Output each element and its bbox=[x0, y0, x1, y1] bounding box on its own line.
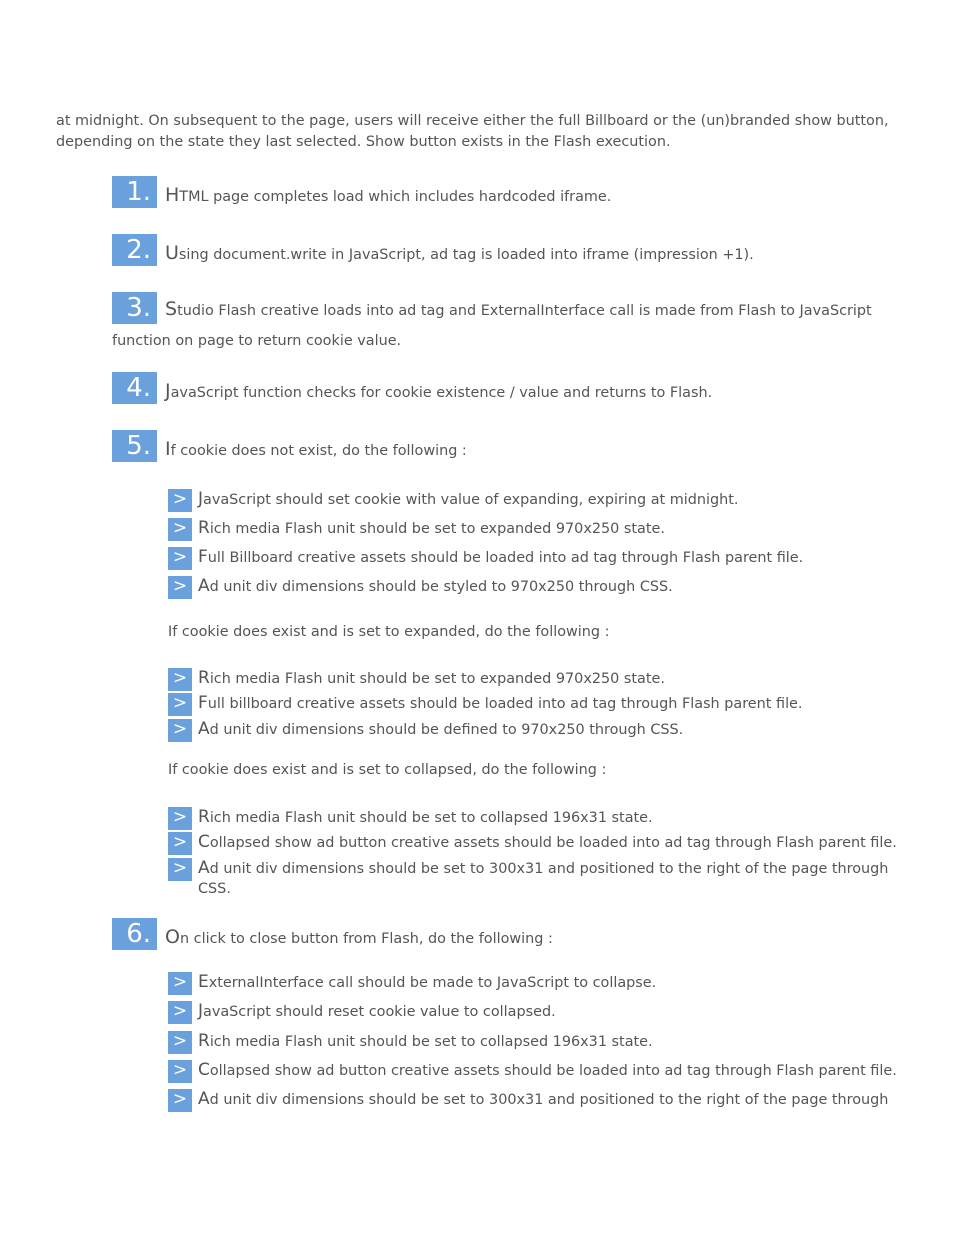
sub-heading-expanded: If cookie does exist and is set to expanded, do the following : bbox=[168, 624, 610, 640]
step-number-badge: 2. bbox=[112, 234, 157, 266]
arrow-icon: > bbox=[168, 807, 192, 830]
list-item: > ExternalInterface call should be made to JavaScript to collapse. bbox=[168, 972, 656, 992]
step-text: Studio Flash creative loads into ad tag and ExternalInterface call is made from Flash to JavaScript function on page to return cookie value. bbox=[112, 298, 872, 349]
list-item: > Rich media Flash unit should be set to expanded 970x250 state. bbox=[168, 518, 665, 538]
step-2 bbox=[112, 234, 882, 266]
list-item: > Rich media Flash unit should be set to collapsed 196x31 state. bbox=[168, 1031, 653, 1051]
list-item: > Full billboard creative assets should be loaded into ad tag through Flash parent file. bbox=[168, 693, 803, 713]
arrow-icon: > bbox=[168, 518, 192, 541]
arrow-icon: > bbox=[168, 972, 192, 995]
list-item: > Rich media Flash unit should be set to expanded 970x250 state. bbox=[168, 668, 665, 688]
step-6 bbox=[112, 918, 882, 950]
arrow-icon: > bbox=[168, 489, 192, 512]
list-item: > Ad unit div dimensions should be set to 300x31 and positioned to the right of the page through bbox=[168, 1089, 888, 1109]
list-item: > Ad unit div dimensions should be set to 300x31 and positioned to the right of the page through CSS. bbox=[168, 858, 898, 899]
arrow-icon: > bbox=[168, 547, 192, 570]
list-item: > JavaScript should reset cookie value to collapsed. bbox=[168, 1001, 556, 1021]
step-text: HTML page completes load which includes hardcoded iframe. bbox=[165, 184, 612, 206]
list-item: > Ad unit div dimensions should be defined to 970x250 through CSS. bbox=[168, 719, 683, 739]
step-text: If cookie does not exist, do the following : bbox=[165, 438, 467, 460]
step-number-badge: 4. bbox=[112, 372, 157, 404]
step-text: JavaScript function checks for cookie existence / value and returns to Flash. bbox=[165, 380, 713, 402]
list-item: > Rich media Flash unit should be set to collapsed 196x31 state. bbox=[168, 807, 653, 827]
step-number-badge: 5. bbox=[112, 430, 157, 462]
step-3 bbox=[112, 292, 882, 350]
arrow-icon: > bbox=[168, 858, 192, 881]
step-1 bbox=[112, 176, 882, 208]
step-number-badge: 1. bbox=[112, 176, 157, 208]
arrow-icon: > bbox=[168, 719, 192, 742]
step-number-badge: 6. bbox=[112, 918, 157, 950]
arrow-icon: > bbox=[168, 668, 192, 691]
arrow-icon: > bbox=[168, 1089, 192, 1112]
list-item: > Collapsed show ad button creative assets should be loaded into ad tag through Flash parent file. bbox=[168, 832, 897, 852]
step-number-badge: 3. bbox=[112, 292, 157, 324]
arrow-icon: > bbox=[168, 1060, 192, 1083]
arrow-icon: > bbox=[168, 1031, 192, 1054]
step-text: On click to close button from Flash, do the following : bbox=[165, 926, 553, 948]
step-text: Using document.write in JavaScript, ad tag is loaded into iframe (impression +1). bbox=[165, 242, 754, 264]
list-item: > Full Billboard creative assets should be loaded into ad tag through Flash parent file. bbox=[168, 547, 803, 567]
step-5 bbox=[112, 430, 882, 462]
arrow-icon: > bbox=[168, 693, 192, 716]
arrow-icon: > bbox=[168, 1001, 192, 1024]
list-item: > JavaScript should set cookie with value of expanding, expiring at midnight. bbox=[168, 489, 739, 509]
arrow-icon: > bbox=[168, 832, 192, 855]
step-4 bbox=[112, 372, 882, 404]
list-item: > Collapsed show ad button creative assets should be loaded into ad tag through Flash parent file. bbox=[168, 1060, 897, 1080]
sub-heading-collapsed: If cookie does exist and is set to collapsed, do the following : bbox=[168, 762, 607, 778]
list-item: > Ad unit div dimensions should be styled to 970x250 through CSS. bbox=[168, 576, 673, 596]
arrow-icon: > bbox=[168, 576, 192, 599]
intro-paragraph: at midnight. On subsequent to the page, users will receive either the full Billboard or the (un)branded show button, depending on the state they last selected. Show button exists in the Flash execution. bbox=[56, 113, 889, 150]
